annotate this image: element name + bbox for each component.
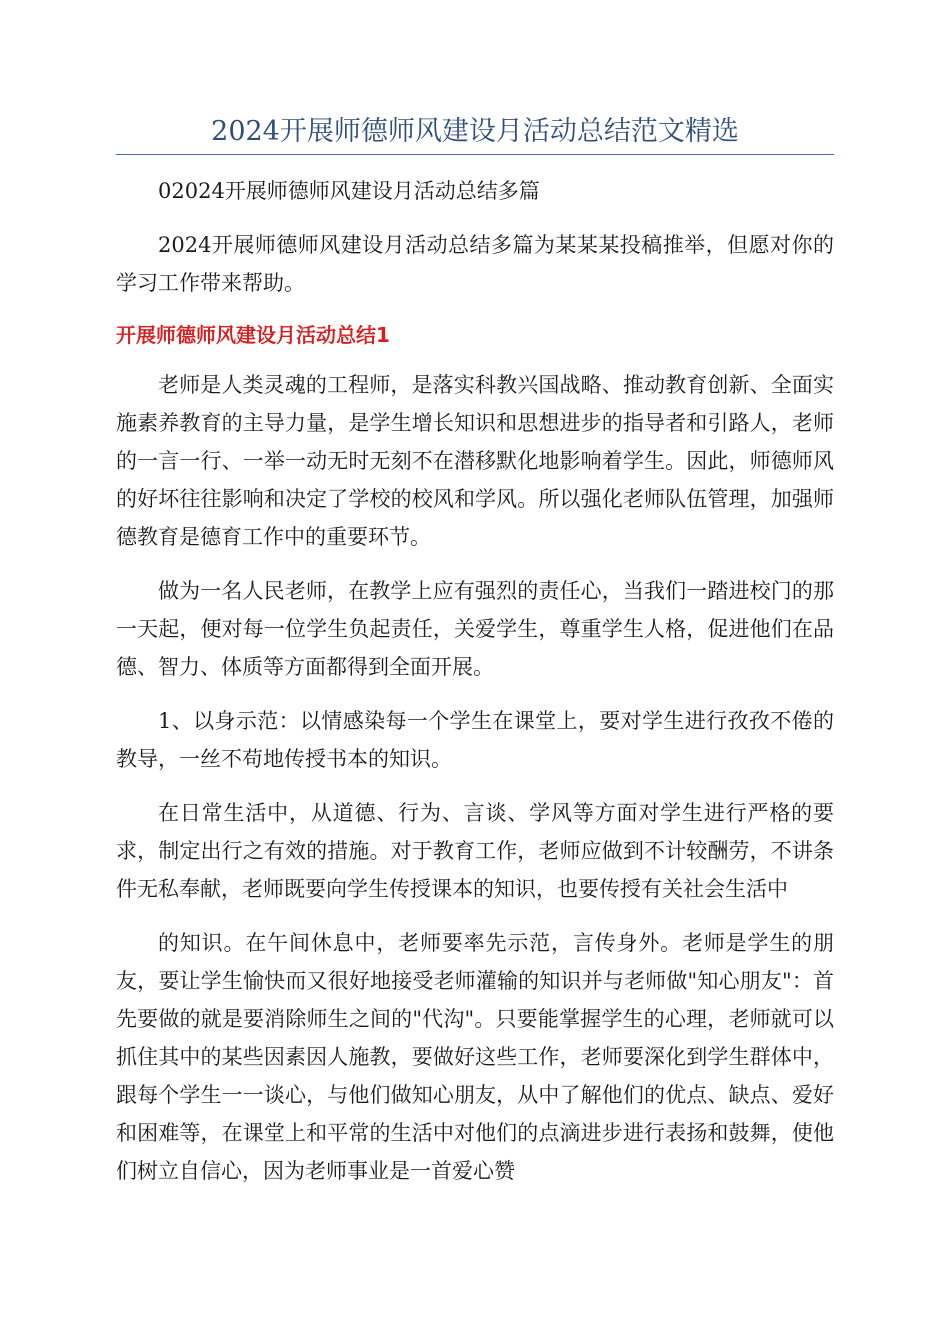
subtitle-line: 02024开展师德师风建设月活动总结多篇 (158, 179, 540, 203)
title-underline (116, 154, 834, 155)
body-paragraph: 老师是人类灵魂的工程师，是落实科教兴国战略、推动教育创新、全面实施素养教育的主导力量，是学生增长知识和思想进步的指导者和引路人，老师的一言一行、一举一动无时无刻不在潜移默化地影响着学生。因此，师德师风的好坏往往影响和决定了学校的校风和学风。所以强化老师队伍管理，加强师德教育是德育工作中的重要环节。 (116, 373, 834, 549)
body-paragraph: 的知识。在午间休息中，老师要率先示范，言传身外。老师是学生的朋友，要让学生愉快而又很好地接受老师灌输的知识并与老师做"知心朋友"：首先要做的就是要消除师生之间的"代沟"。只要能掌握学生的心理，老师就可以抓住其中的某些因素因人施教，要做好这些工作，老师要深化到学生群体中，跟每个学生一一谈心，与他们做知心朋友，从中了解他们的优点、缺点、爱好和困难等，在课堂上和平常的生活中对他们的点滴进步进行表扬和鼓舞，使他们树立自信心，因为老师事业是一首爱心赞 (116, 931, 834, 1183)
section-heading: 开展师德师风建设月活动总结1 (116, 323, 390, 347)
document-body (116, 172, 834, 1206)
document-title: 2024开展师德师风建设月活动总结范文精选 (211, 116, 739, 147)
intro-paragraph: 2024开展师德师风建设月活动总结多篇为某某某投稿推举，但愿对你的学习工作带来帮助。 (116, 233, 834, 295)
body-paragraph: 1、以身示范：以情感染每一个学生在课堂上，要对学生进行孜孜不倦的教导，一丝不苟地传授书本的知识。 (116, 709, 834, 771)
body-paragraph: 做为一名人民老师，在教学上应有强烈的责任心，当我们一踏进校门的那一天起，便对每一位学生负起责任，关爱学生，尊重学生人格，促进他们在品德、智力、体质等方面都得到全面开展。 (116, 579, 834, 679)
body-paragraph: 在日常生活中，从道德、行为、言谈、学风等方面对学生进行严格的要求，制定出行之有效的措施。对于教育工作，老师应做到不计较酬劳，不讲条件无私奉献，老师既要向学生传授课本的知识，也要传授有关社会生活中 (116, 801, 834, 901)
